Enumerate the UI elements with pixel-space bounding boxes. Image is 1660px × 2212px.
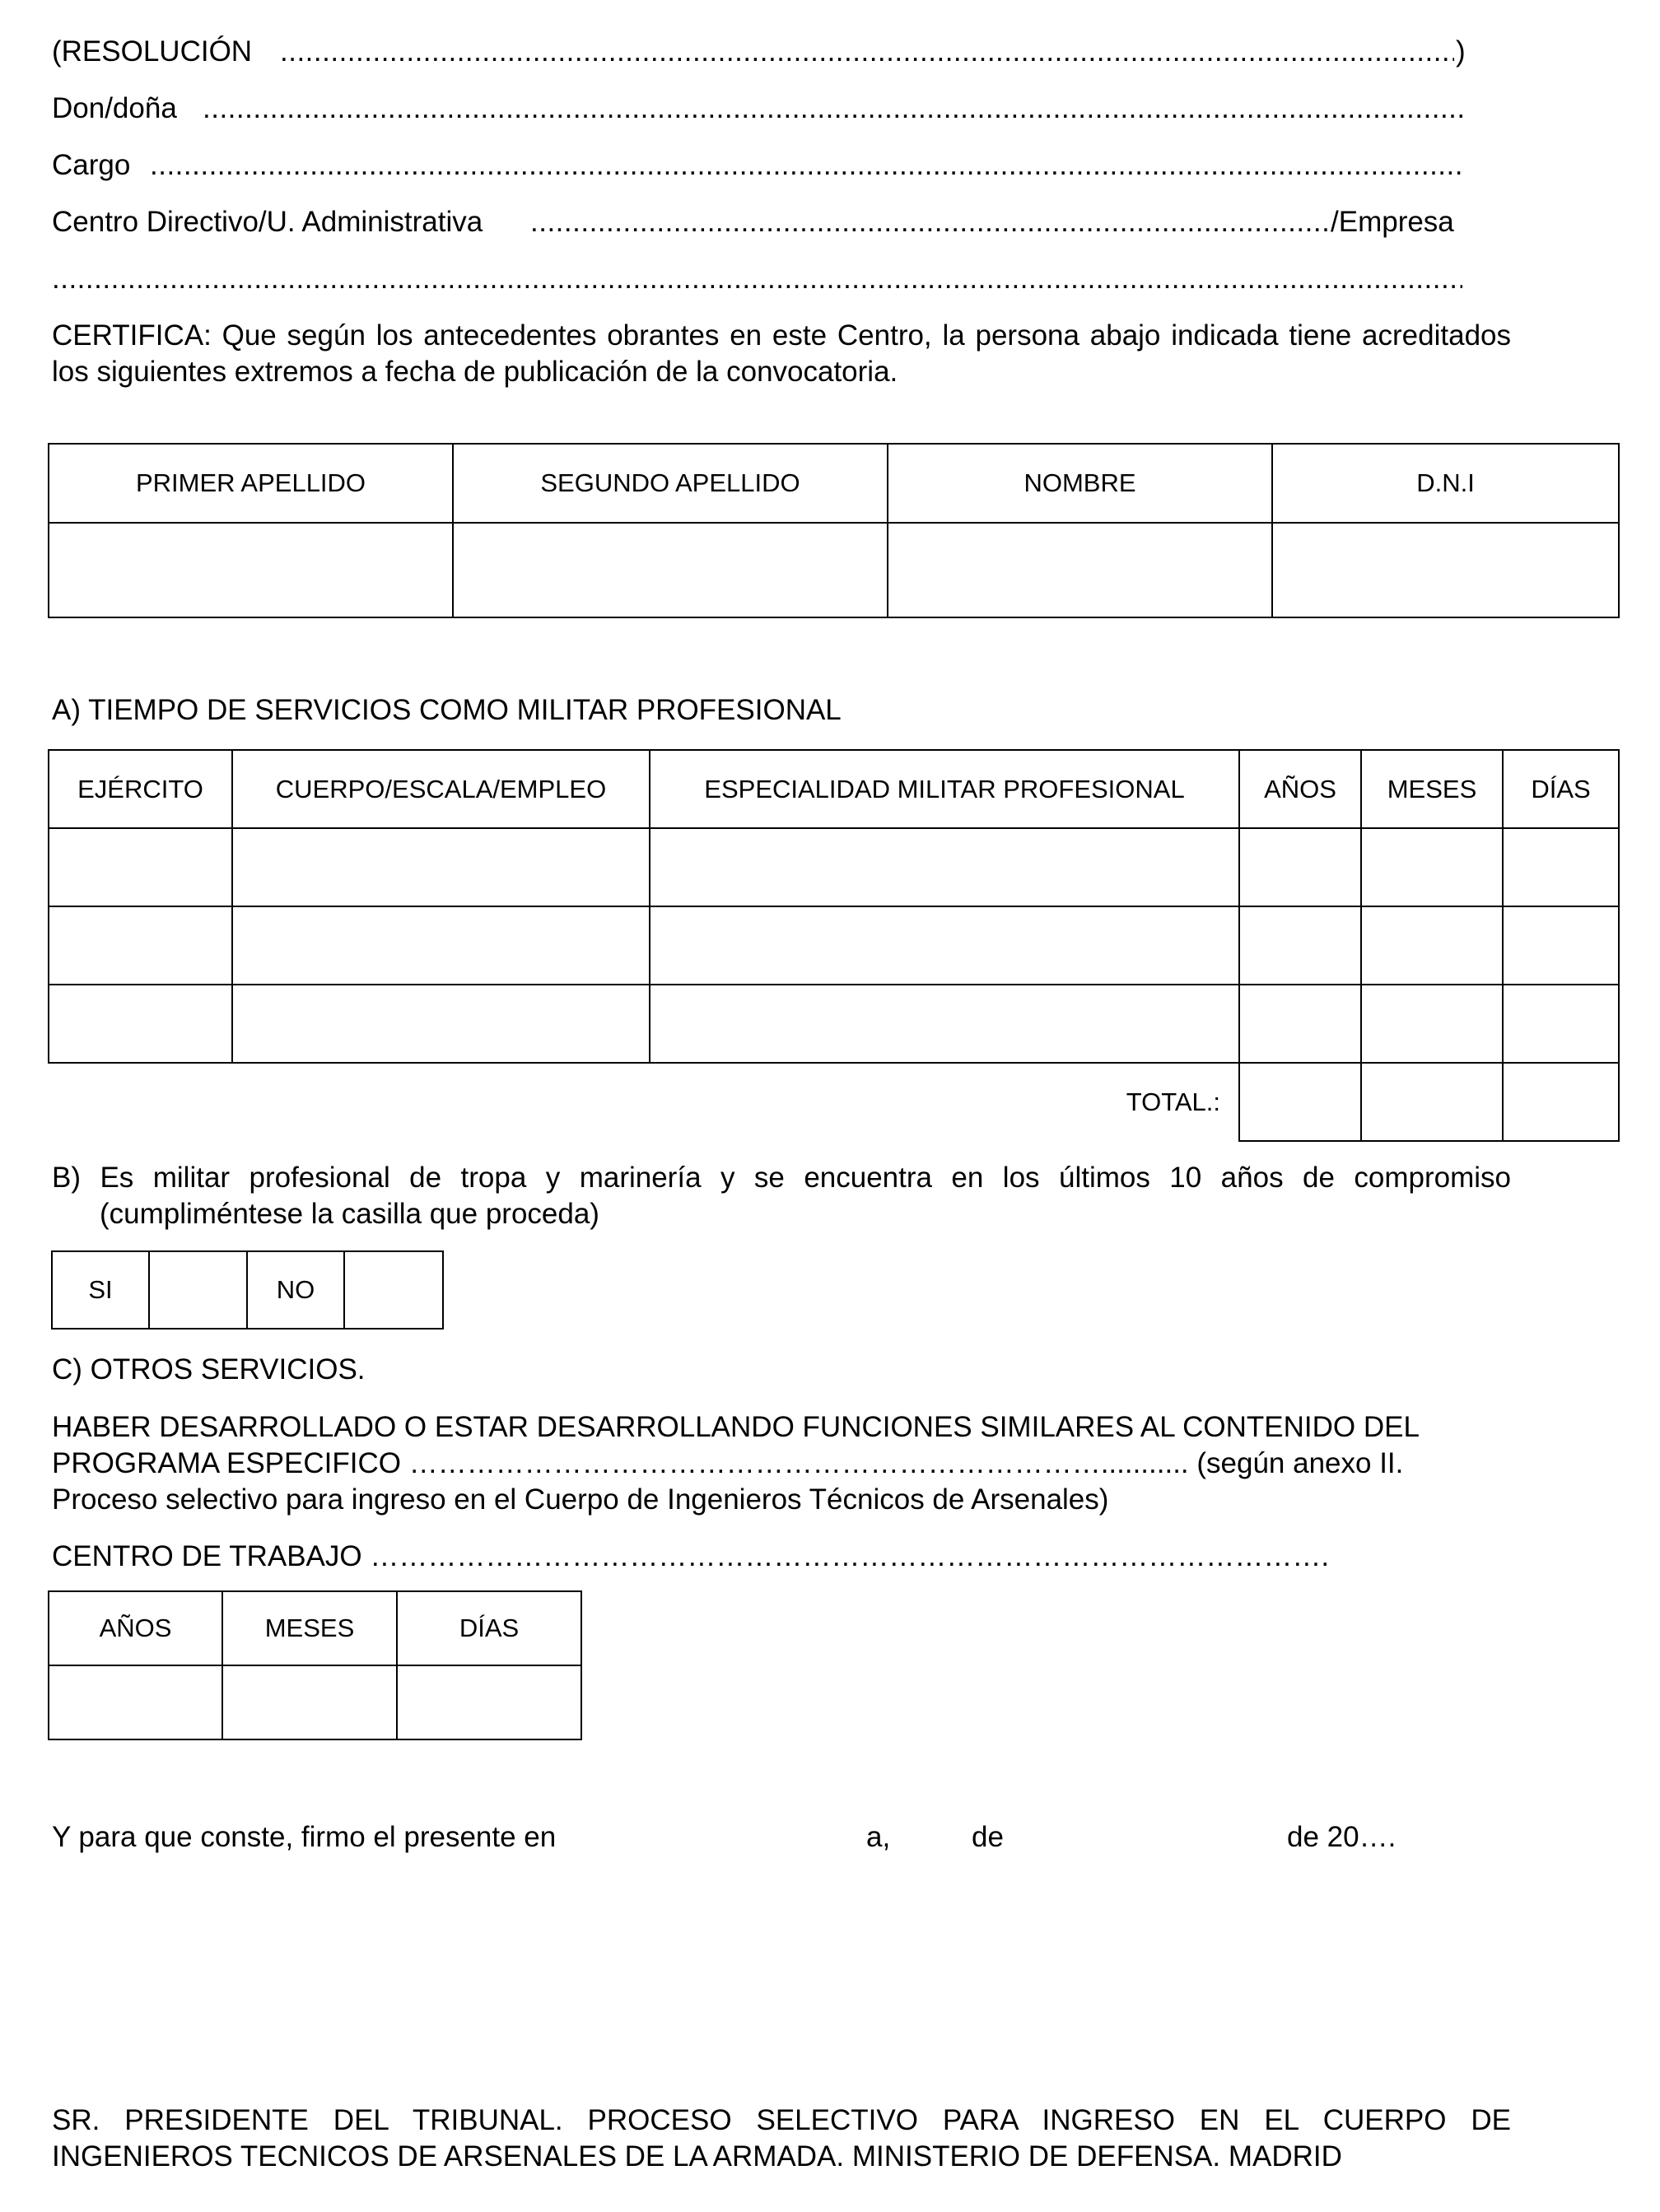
header-primer-apellido: PRIMER APELLIDO [49, 444, 453, 523]
resolucion-close: ) [1456, 35, 1466, 68]
section-c-line2: PROGRAMA ESPECIFICO ………………………………………………………………........... (según anexo II. [52, 1447, 1404, 1479]
section-b-line1: B) Es militar profesional de tropa y marinería y se encuentra en los últimos 10 años de compromiso [52, 1162, 1511, 1194]
anos-cell[interactable] [1239, 828, 1361, 906]
centro-label: Centro Directivo/U. Administrativa [52, 206, 483, 238]
header-dias: DÍAS [397, 1591, 581, 1665]
table-row [49, 1665, 581, 1739]
anos-cell[interactable] [1239, 985, 1361, 1063]
segundo-apellido-cell[interactable] [453, 523, 888, 617]
total-dias-cell[interactable] [1503, 1063, 1619, 1141]
person-table [48, 443, 1620, 618]
closing-year: de 20…. [1287, 1821, 1397, 1853]
header-cuerpo-escala-empleo: CUERPO/ESCALA/EMPLEO [232, 750, 650, 828]
certifica-paragraph: CERTIFICA: Que según los antecedentes obrantes en este Centro, la persona abajo indicada tiene acreditados los siguientes extremos a fecha de publicación de la convocatoria. [52, 319, 1511, 388]
section-c-title: C) OTROS SERVICIOS. [52, 1353, 366, 1385]
centro-field-continuation[interactable] [52, 261, 1462, 297]
ejercito-cell[interactable] [49, 828, 232, 906]
don-label: Don/doña [52, 92, 177, 124]
cargo-label: Cargo [52, 149, 131, 181]
total-meses-cell[interactable] [1361, 1063, 1503, 1141]
military-table-header-row [49, 750, 1619, 828]
ejercito-cell[interactable] [49, 985, 232, 1063]
header-anos: AÑOS [1239, 750, 1361, 828]
otros-meses-cell[interactable] [222, 1665, 397, 1739]
dni-cell[interactable] [1272, 523, 1619, 617]
total-row [49, 1063, 1619, 1141]
no-checkbox[interactable] [344, 1251, 443, 1329]
especialidad-cell[interactable] [650, 828, 1239, 906]
section-c-line3: Proceso selectivo para ingreso en el Cuerpo de Ingenieros Técnicos de Arsenales) [52, 1483, 1109, 1516]
dias-cell[interactable] [1503, 985, 1619, 1063]
header-especialidad: ESPECIALIDAD MILITAR PROFESIONAL [650, 750, 1239, 828]
otros-table-header-row [49, 1591, 581, 1665]
header-dni: D.N.I [1272, 444, 1619, 523]
otros-anos-cell[interactable] [49, 1665, 222, 1739]
otros-dias-cell[interactable] [397, 1665, 581, 1739]
table-row [49, 828, 1619, 906]
section-b-line2: (cumpliméntese la casilla que proceda) [100, 1198, 599, 1230]
section-c-line1: HABER DESARROLLADO O ESTAR DESARROLLANDO FUNCIONES SIMILARES AL CONTENIDO DEL [52, 1411, 1420, 1443]
closing-a: a, [866, 1821, 891, 1853]
cuerpo-cell[interactable] [232, 906, 650, 985]
closing-de: de [972, 1821, 1004, 1853]
centro-trabajo: CENTRO DE TRABAJO ………………………………………………………………………………………. [52, 1540, 1330, 1572]
total-label: TOTAL.: [49, 1063, 1239, 1141]
header-anos: AÑOS [49, 1591, 222, 1665]
header-nombre: NOMBRE [888, 444, 1272, 523]
header-meses: MESES [1361, 750, 1503, 828]
closing-text: Y para que conste, firmo el presente en [52, 1821, 557, 1853]
cuerpo-cell[interactable] [232, 828, 650, 906]
header-segundo-apellido: SEGUNDO APELLIDO [453, 444, 888, 523]
don-field[interactable] [203, 91, 1462, 127]
empresa-label: /Empresa [1331, 206, 1454, 238]
section-a-title: A) TIEMPO DE SERVICIOS COMO MILITAR PROFESIONAL [52, 694, 842, 726]
si-no-table [51, 1250, 444, 1330]
centro-field[interactable] [530, 204, 1327, 240]
meses-cell[interactable] [1361, 985, 1503, 1063]
otros-servicios-table [48, 1590, 582, 1740]
footer-line1: SR. PRESIDENTE DEL TRIBUNAL. PROCESO SELECTIVO PARA INGRESO EN EL CUERPO DE [52, 2104, 1511, 2136]
nombre-cell[interactable] [888, 523, 1272, 617]
cargo-field[interactable] [150, 147, 1462, 184]
no-label: NO [247, 1251, 344, 1329]
table-row [49, 985, 1619, 1063]
especialidad-cell[interactable] [650, 985, 1239, 1063]
anos-cell[interactable] [1239, 906, 1361, 985]
dias-cell[interactable] [1503, 906, 1619, 985]
table-row [49, 906, 1619, 985]
header-dias: DÍAS [1503, 750, 1619, 828]
meses-cell[interactable] [1361, 828, 1503, 906]
military-service-table [48, 749, 1620, 1142]
person-table-input-row [49, 523, 1619, 617]
person-table-header-row [49, 444, 1619, 523]
meses-cell[interactable] [1361, 906, 1503, 985]
total-anos-cell[interactable] [1239, 1063, 1361, 1141]
footer-line2: INGENIEROS TECNICOS DE ARSENALES DE LA ARMADA. MINISTERIO DE DEFENSA. MADRID [52, 2140, 1342, 2172]
dias-cell[interactable] [1503, 828, 1619, 906]
primer-apellido-cell[interactable] [49, 523, 453, 617]
si-label: SI [52, 1251, 149, 1329]
ejercito-cell[interactable] [49, 906, 232, 985]
header-meses: MESES [222, 1591, 397, 1665]
resolucion-label: (RESOLUCIÓN [52, 35, 253, 68]
si-checkbox[interactable] [149, 1251, 247, 1329]
especialidad-cell[interactable] [650, 906, 1239, 985]
cuerpo-cell[interactable] [232, 985, 650, 1063]
resolucion-field[interactable] [280, 34, 1454, 70]
header-ejercito: EJÉRCITO [49, 750, 232, 828]
